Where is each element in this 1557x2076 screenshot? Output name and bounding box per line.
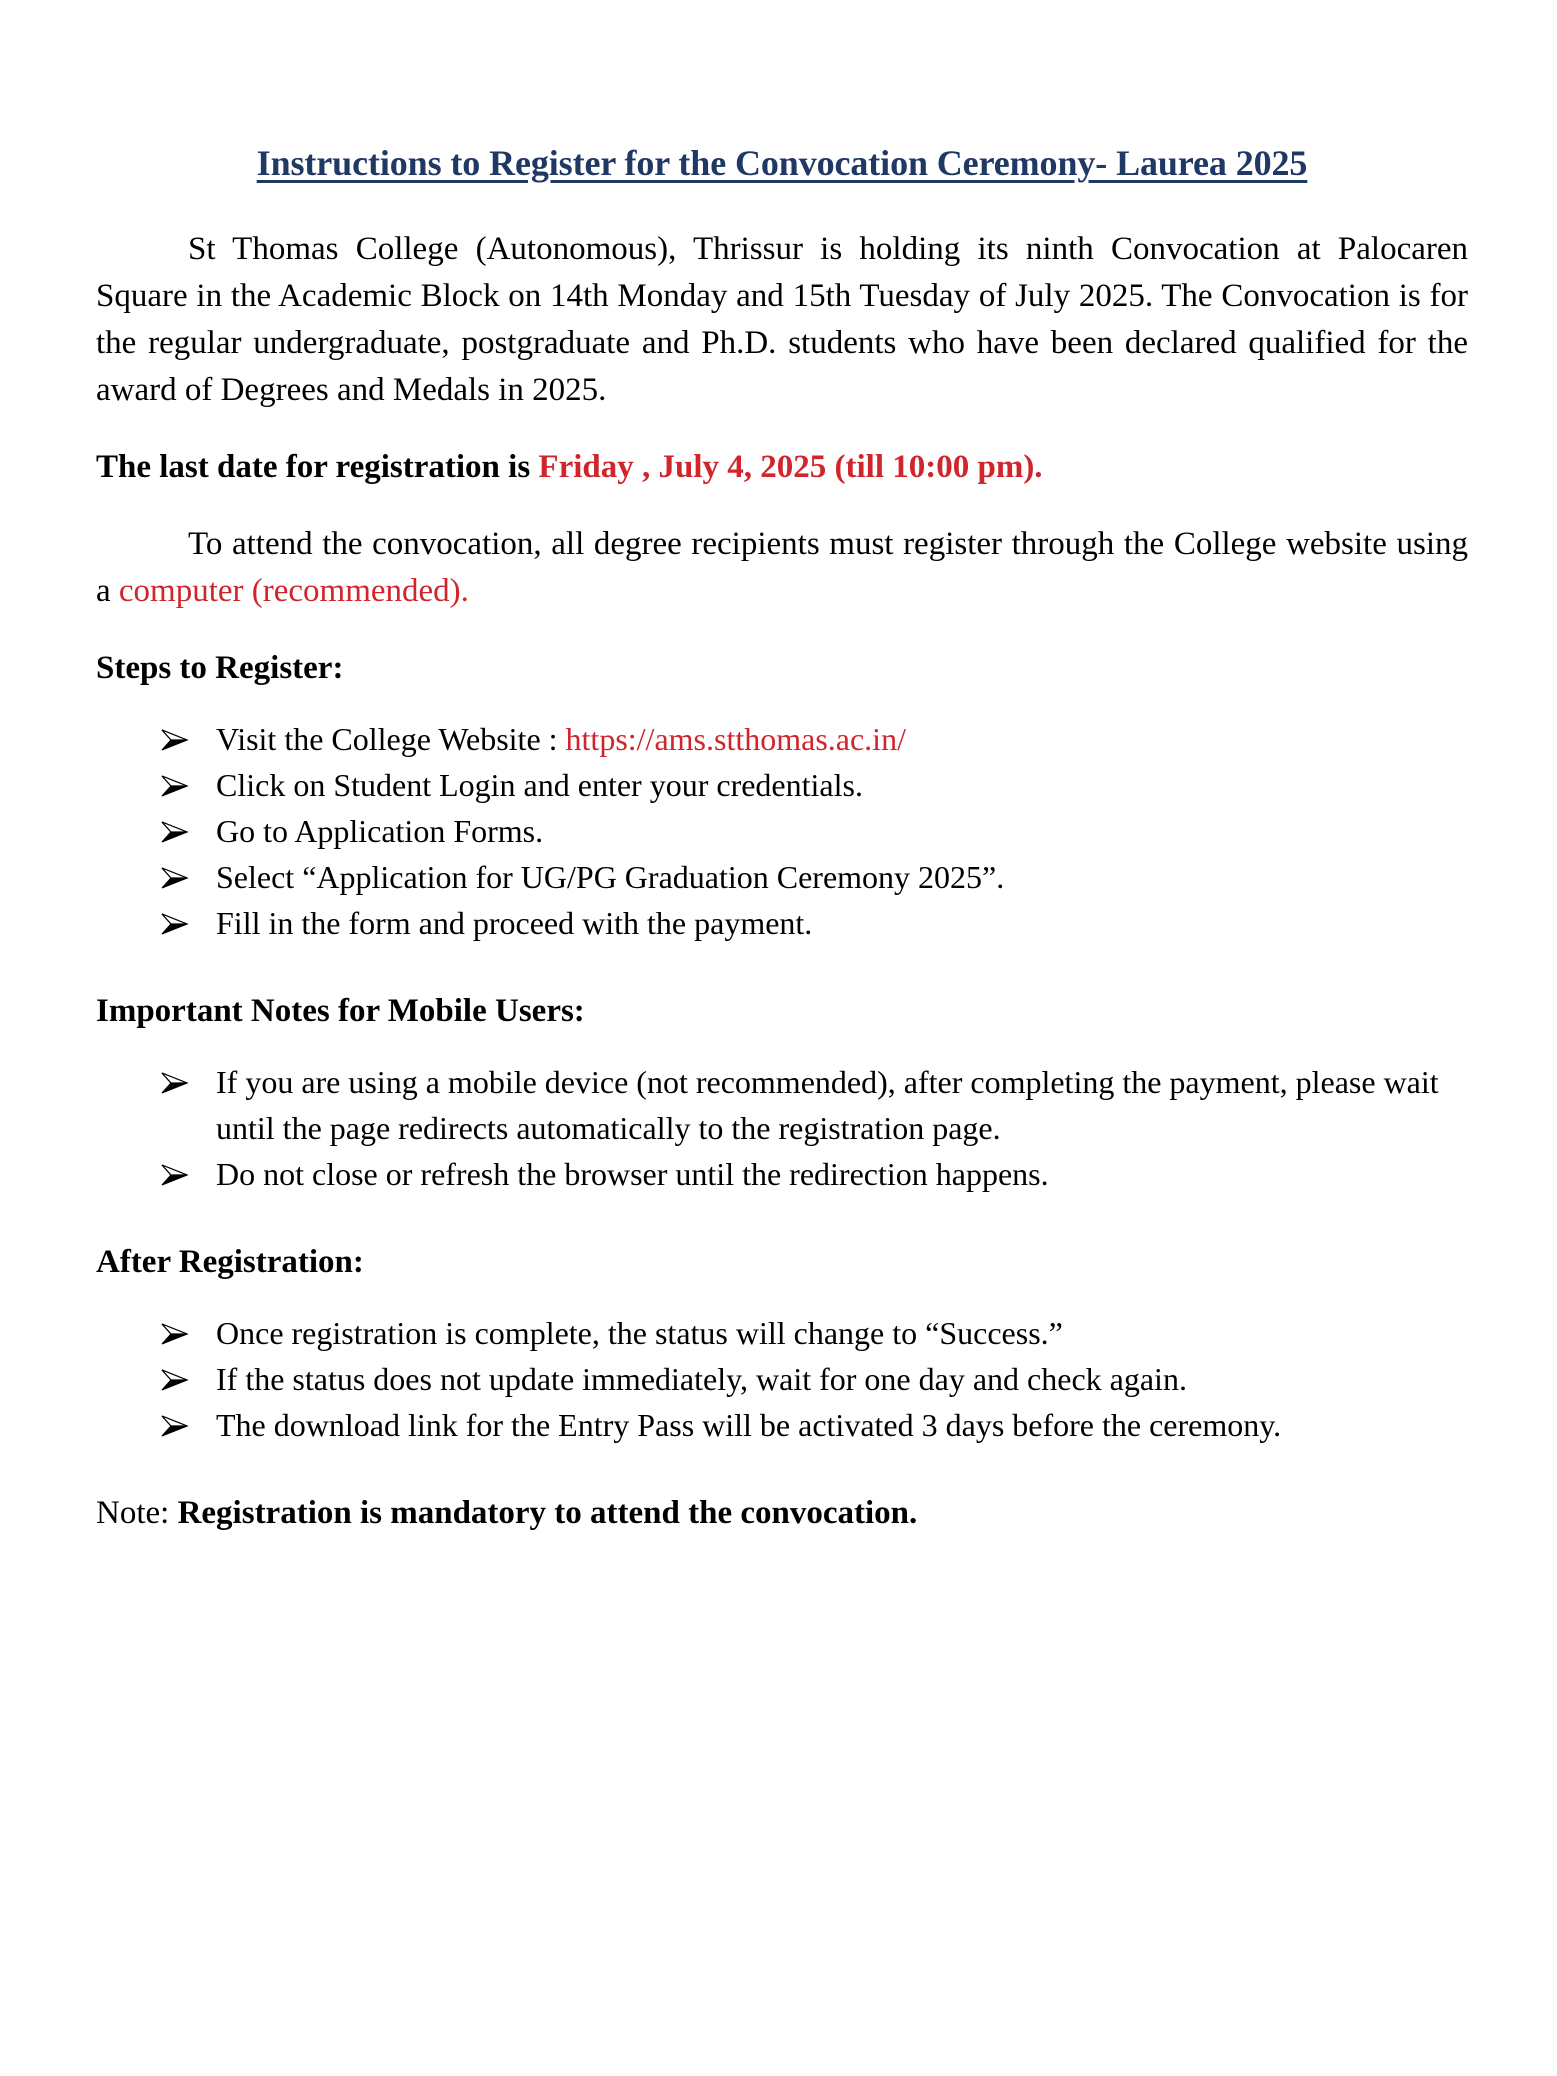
- list-item: [96, 854, 1468, 900]
- spacer: [96, 1197, 1468, 1239]
- spacer: [96, 692, 1468, 716]
- list-item: [96, 1402, 1468, 1448]
- list-item-text: Fill in the form and proceed with the payment.: [216, 905, 813, 942]
- arrowhead-right-icon: [160, 1151, 200, 1186]
- closing-note: [96, 1490, 1468, 1537]
- list-item: [96, 1310, 1468, 1356]
- spacer: [96, 414, 1468, 444]
- list-item: [96, 1059, 1468, 1151]
- mobile-users-list: [96, 1059, 1468, 1197]
- section-heading-steps-to-register: Steps to Register:: [96, 650, 344, 687]
- college-website-link[interactable]: https://ams.stthomas.ac.in/: [565, 721, 906, 758]
- list-item-text: If you are using a mobile device (not recommended), after completing the payment, please wait until the page redirects automatically to the registration page.: [216, 1064, 1439, 1147]
- note-text: Registration is mandatory to attend the convocation.: [177, 1495, 918, 1532]
- arrowhead-right-icon: [160, 716, 200, 751]
- list-item-text: The download link for the Entry Pass will be activated 3 days before the ceremony.: [216, 1407, 1282, 1444]
- arrowhead-right-icon: [160, 1059, 200, 1094]
- arrowhead-right-icon: [160, 762, 200, 797]
- document-content: [96, 0, 1468, 1537]
- list-item-text: If the status does not update immediately, wait for one day and check again.: [216, 1361, 1187, 1398]
- list-item-text: Do not close or refresh the browser until the redirection happens.: [216, 1156, 1049, 1193]
- spacer: [96, 1035, 1468, 1059]
- list-item: [96, 716, 1468, 762]
- list-item: [96, 762, 1468, 808]
- arrowhead-right-icon: [160, 900, 200, 935]
- spacer: [96, 1286, 1468, 1310]
- after-registration-list: [96, 1310, 1468, 1448]
- page-title: Instructions to Register for the Convocation Ceremony- Laurea 2025: [256, 143, 1308, 183]
- note-label: Note:: [96, 1495, 178, 1532]
- arrowhead-right-icon: [160, 808, 200, 843]
- arrowhead-right-icon: [160, 1402, 200, 1437]
- list-item: [96, 808, 1468, 854]
- arrowhead-right-icon: [160, 1310, 200, 1345]
- section-heading-mobile-users: Important Notes for Mobile Users:: [96, 993, 585, 1030]
- spacer: [96, 615, 1468, 645]
- list-item: [96, 1151, 1468, 1197]
- spacer: [96, 946, 1468, 988]
- list-item-text: Select “Application for UG/PG Graduation Ceremony 2025”.: [216, 859, 1005, 896]
- list-item-text: Visit the College Website :: [216, 721, 566, 758]
- arrowhead-right-icon: [160, 854, 200, 889]
- website-paragraph: [96, 521, 1468, 615]
- steps-to-register-list: [96, 716, 1468, 946]
- list-item: [96, 900, 1468, 946]
- deadline-paragraph: [96, 444, 1468, 491]
- deadline-date: Friday , July 4, 2025 (till 10:00 pm).: [538, 449, 1043, 486]
- list-item-text: Once registration is complete, the status will change to “Success.”: [216, 1315, 1063, 1352]
- spacer: [96, 1448, 1468, 1490]
- intro-paragraph: St Thomas College (Autonomous), Thrissur is holding its ninth Convocation at Palocaren Square in the Academic Block on 14th Monday and 15th Tuesday of July 2025. The Convocation is for the regular undergraduate, postgraduate and Ph.D. students who have been declared qualified for the award of Degrees and Medals in 2025.: [96, 231, 1468, 409]
- computer-recommended-highlight: computer (recommended).: [118, 573, 469, 610]
- section-heading-after-registration: After Registration:: [96, 1244, 364, 1281]
- list-item-text: Go to Application Forms.: [216, 813, 544, 850]
- list-item: [96, 1356, 1468, 1402]
- arrowhead-right-icon: [160, 1356, 200, 1391]
- website-paragraph-text: To attend the convocation, all degree recipients must register through the College website using a: [96, 526, 1468, 610]
- list-item-text: Click on Student Login and enter your credentials.: [216, 767, 863, 804]
- deadline-lead-in: The last date for registration is: [96, 449, 539, 486]
- spacer: [96, 184, 1468, 226]
- spacer: [96, 491, 1468, 521]
